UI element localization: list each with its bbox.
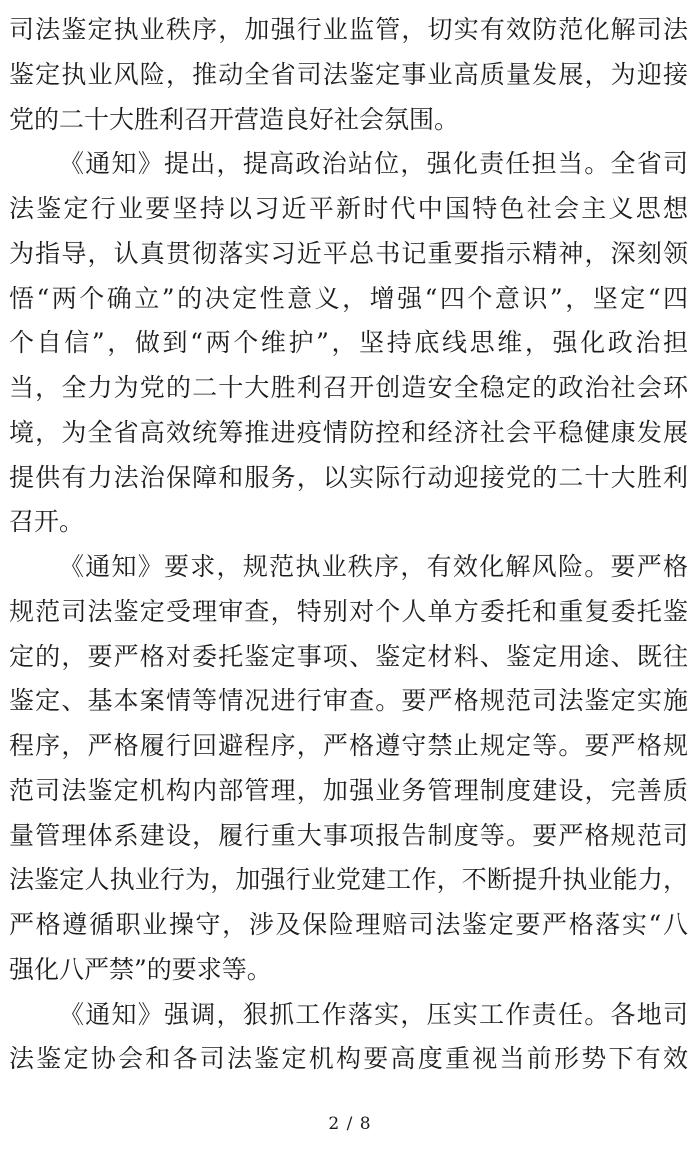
document-body — [9, 8, 688, 1082]
text-line: 范司法鉴定机构内部管理，加强业务管理制度建设，完善质 — [9, 775, 688, 805]
text-line: 鉴定、基本案情等情况进行审查。要严格规范司法鉴定实施 — [9, 686, 688, 716]
text-line: 规范司法鉴定受理审查，特别对个人单方委托和重复委托鉴 — [9, 596, 688, 626]
text-line: 量管理体系建设，履行重大事项报告制度等。要严格规范司 — [9, 820, 688, 850]
text-line: 鉴定执业风险，推动全省司法鉴定事业高质量发展，为迎接 — [9, 59, 688, 89]
text-line: 个自信”，做到“两个维护”，坚持底线思维，强化政治担 — [9, 328, 688, 358]
text-line: 程序，严格履行回避程序，严格遵守禁止规定等。要严格规 — [9, 731, 688, 760]
text-line: 当，全力为党的二十大胜利召开创造安全稳定的政治社会环 — [9, 373, 688, 402]
text-line: 法鉴定协会和各司法鉴定机构要高度重视当前形势下有效 — [9, 1044, 688, 1074]
text-line: 召开。 — [9, 507, 85, 537]
text-line: 强化八严禁”的要求等。 — [9, 954, 272, 984]
text-line: 悟“两个确立”的决定性意义，增强“四个意识”，坚定“四 — [9, 283, 688, 313]
text-line: 《通知》要求，规范执业秩序，有效化解风险。要严格 — [59, 552, 688, 581]
text-line: 严格遵循职业操守，涉及保险理赔司法鉴定要严格落实“八 — [9, 910, 688, 939]
page-number: 2 / 8 — [328, 1114, 372, 1134]
text-line: 境，为全省高效统筹推进疫情防控和经济社会平稳健康发展 — [9, 417, 688, 447]
text-line: 法鉴定行业要坚持以习近平新时代中国特色社会主义思想 — [9, 194, 688, 223]
text-line: 为指导，认真贯彻落实习近平总书记重要指示精神，深刻领 — [9, 238, 688, 268]
text-line: 法鉴定人执业行为，加强行业党建工作，不断提升执业能力， — [9, 865, 688, 895]
text-line: 定的，要严格对委托鉴定事项、鉴定材料、鉴定用途、既往 — [9, 641, 688, 671]
text-line: 《通知》提出，提高政治站位，强化责任担当。全省司 — [59, 149, 688, 179]
text-line: 司法鉴定执业秩序，加强行业监管，切实有效防范化解司法 — [9, 15, 688, 44]
text-line: 提供有力法治保障和服务，以实际行动迎接党的二十大胜利 — [9, 462, 688, 492]
text-line: 党的二十大胜利召开营造良好社会氛围。 — [9, 104, 460, 134]
text-line: 《通知》强调，狠抓工作落实，压实工作责任。各地司 — [59, 999, 688, 1029]
